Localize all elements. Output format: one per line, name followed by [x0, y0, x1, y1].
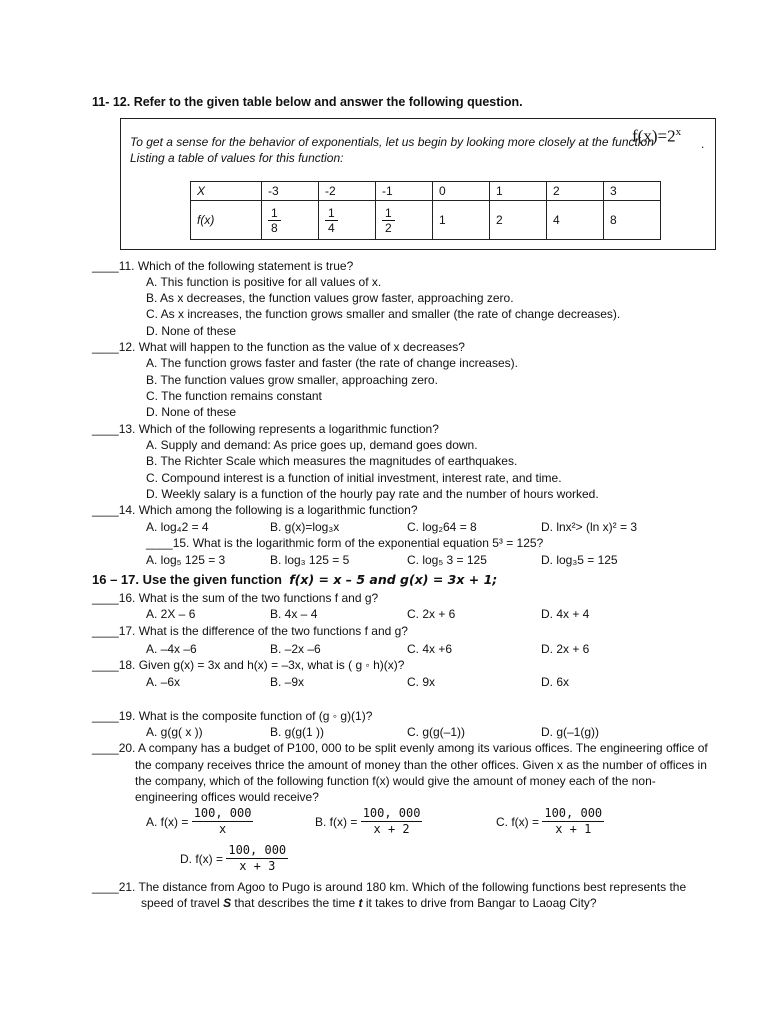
q16-choice-c: C. 2x + 6 [407, 607, 456, 621]
q11-choice-a: A. This function is positive for all values of x. [146, 275, 382, 289]
q20-d-fraction: $\frac{100, 000}{x + 3}$ [228, 843, 287, 873]
table-cell-fraction: $\frac{1}{2}$ [376, 201, 433, 240]
q12-choice-d: D. None of these [146, 405, 237, 419]
q20-stem-line4: engineering offices would receive? [135, 790, 319, 804]
q17-choice-b: B. –2x –6 [270, 642, 321, 656]
q11-choice-b: B. As x decreases, the function values grow faster, approaching zero. [146, 291, 514, 305]
table-cell: 1 [490, 182, 547, 201]
q15-stem: ____15. What is the logarithmic form of the exponential equation 5³ = 125? [146, 536, 544, 550]
table-cell: 2 [547, 182, 604, 201]
q19-choice-d: D. g(–1(g)) [541, 725, 600, 739]
q15-choice-c: C. log₅ 3 = 125 [407, 553, 487, 567]
q11-choice-d: D. None of these [146, 324, 237, 338]
q20-c-fraction: $\frac{100, 000}{x + 1}$ [544, 806, 603, 836]
q14-choice-d: D. lnx²> (ln x)² = 3 [541, 520, 638, 534]
table-cell: 8 [604, 201, 661, 240]
table-header-x: X [191, 182, 262, 201]
box-intro-line2: Listing a table of values for this function: [130, 151, 344, 165]
q20-stem-line3: the company, which of the following function f(x) would give the amount of money each of the non- [135, 774, 656, 788]
table-cell-fraction: $\frac{1}{8}$ [262, 201, 319, 240]
q17-choice-d: D. 2x + 6 [541, 642, 590, 656]
q15-choice-a: A. log₅ 125 = 3 [146, 553, 226, 567]
q20-choice-c: C. f(x) = $\frac{100, 000}{x + 1}$ [496, 806, 603, 836]
table-cell: 1 [433, 201, 490, 240]
q20-stem-line1: ____20. A company has a budget of P100, 000 to be split evenly among its various offices. The engineering office of [92, 741, 708, 755]
q21-var-s: S [223, 896, 232, 910]
values-table [190, 181, 661, 240]
q13-choice-a: A. Supply and demand: As price goes up, demand goes down. [146, 438, 478, 452]
q20-b-fraction: $\frac{100, 000}{x + 2}$ [362, 806, 421, 836]
table-cell: 4 [547, 201, 604, 240]
q11-stem: ____11. Which of the following statement is true? [92, 259, 354, 273]
q12-stem: ____12. What will happen to the function as the value of x decreases? [92, 340, 465, 354]
q16-stem: ____16. What is the sum of the two functions f and g? [92, 591, 379, 605]
q14-choice-b: B. g(x)=log₃x [270, 520, 340, 534]
q19-stem: ____19. What is the composite function of (g ◦ g)(1)? [92, 709, 373, 723]
table-cell: -3 [262, 182, 319, 201]
q18-choice-d: D. 6x [541, 675, 570, 689]
q11-choice-c: C. As x increases, the function grows smaller and smaller (the rate of change decreases). [146, 307, 621, 321]
q16-choice-b: B. 4x – 4 [270, 607, 318, 621]
q17-choice-a: A. –4x –6 [146, 642, 197, 656]
q12-choice-c: C. The function remains constant [146, 389, 322, 403]
q17-stem: ____17. What is the difference of the two functions f and g? [92, 624, 408, 638]
q12-choice-a: A. The function grows faster and faster (the rate of change increases). [146, 356, 518, 370]
section-16-17-label: 16 – 17. Use the given function f(x) = x – 5 and g(x) = 3x + 1; [92, 572, 498, 587]
q19-choice-b: B. g(g(1 )) [270, 725, 325, 739]
table-cell-fraction: $\frac{1}{4}$ [319, 201, 376, 240]
q13-choice-b: B. The Richter Scale which measures the magnitudes of earthquakes. [146, 454, 518, 468]
section-header: 11- 12. Refer to the given table below and answer the following question. [92, 95, 523, 109]
q21-var-t: t [358, 896, 363, 910]
q15-choice-b: B. log₃ 125 = 5 [270, 553, 350, 567]
q20-choice-b: B. f(x) = $\frac{100, 000}{x + 2}$ [315, 806, 421, 836]
table-row-x [191, 182, 661, 201]
q21-stem-line1: ____21. The distance from Agoo to Pugo is around 180 km. Which of the following functions best represents the [92, 880, 687, 894]
table-header-fx: f(x) [191, 201, 262, 240]
q14-choice-c: C. log₂64 = 8 [407, 520, 477, 534]
q18-choice-a: A. –6x [146, 675, 181, 689]
q18-choice-c: C. 9x [407, 675, 436, 689]
q16-choice-d: D. 4x + 4 [541, 607, 590, 621]
q20-choice-d: D. f(x) = $\frac{100, 000}{x + 3}$ [180, 843, 287, 873]
table-row-fx [191, 201, 661, 240]
q20-choice-a: A. f(x) = $\frac{100, 000}{x}$ [146, 806, 252, 836]
q20-stem-line2: the company receives thrice the amount of money than the other offices. Given x as the number of offices in [135, 758, 707, 772]
q19-choice-c: C. g(g(–1)) [407, 725, 466, 739]
q14-choice-a: A. log₄2 = 4 [146, 520, 209, 534]
q13-choice-d: D. Weekly salary is a function of the hourly pay rate and the number of hours worked. [146, 487, 599, 501]
table-cell: 3 [604, 182, 661, 201]
table-cell: -1 [376, 182, 433, 201]
table-cell: -2 [319, 182, 376, 201]
table-cell: 0 [433, 182, 490, 201]
function-definition: $f(x)=2^x$ [632, 126, 682, 146]
function-period: . [701, 137, 705, 151]
q21-stem-line2: speed of travel S that describes the time t it takes to drive from Bangar to Laoag City? [141, 896, 597, 910]
q18-stem: ____18. Given g(x) = 3x and h(x) = –3x, what is ( g ◦ h)(x)? [92, 658, 405, 672]
q16-choice-a: A. 2X – 6 [146, 607, 196, 621]
box-intro-line1: To get a sense for the behavior of exponentials, let us begin by looking more closely at the function [130, 135, 654, 149]
q20-a-fraction: $\frac{100, 000}{x}$ [193, 806, 252, 836]
q13-choice-c: C. Compound interest is a function of initial investment, interest rate, and time. [146, 471, 562, 485]
q13-stem: ____13. Which of the following represents a logarithmic function? [92, 422, 439, 436]
q12-choice-b: B. The function values grow smaller, approaching zero. [146, 373, 438, 387]
q17-choice-c: C. 4x +6 [407, 642, 453, 656]
table-cell: 2 [490, 201, 547, 240]
q14-stem: ____14. Which among the following is a logarithmic function? [92, 503, 418, 517]
q19-choice-a: A. g(g( x )) [146, 725, 203, 739]
q18-choice-b: B. –9x [270, 675, 305, 689]
q15-choice-d: D. log₃5 = 125 [541, 553, 618, 567]
